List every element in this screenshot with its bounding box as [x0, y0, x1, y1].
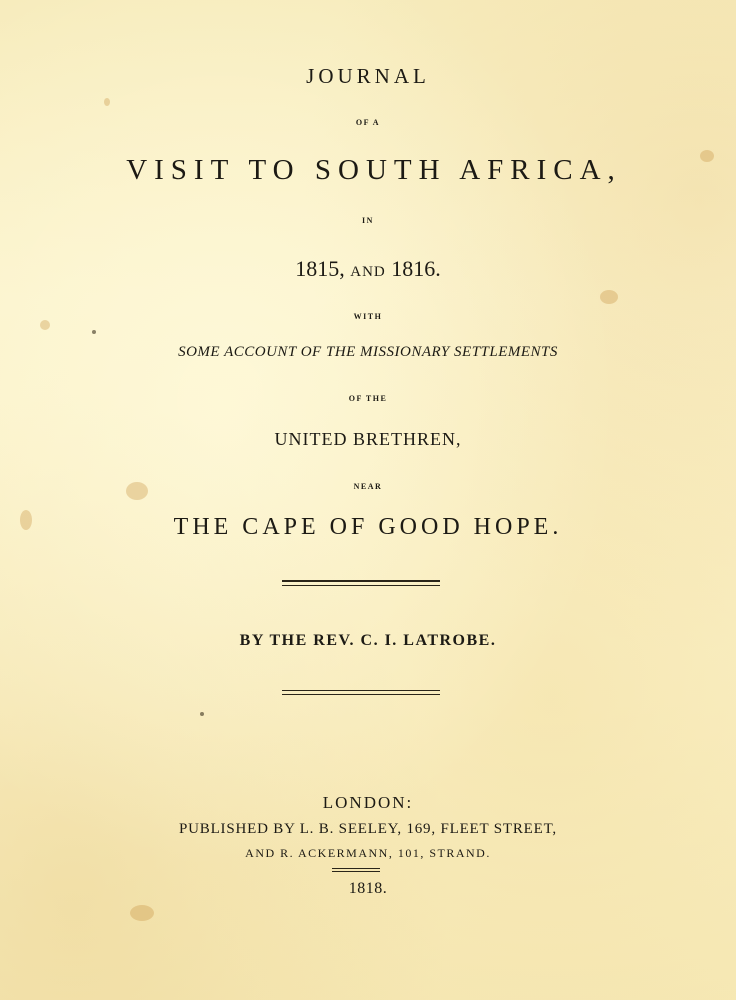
- and-connector: AND: [350, 264, 386, 280]
- imprint-publisher-line-1: PUBLISHED BY L. B. SEELEY, 169, FLEET STREET,: [179, 821, 557, 837]
- foxing-spot: [104, 98, 110, 106]
- double-rule-bottom-thin: [282, 694, 440, 695]
- double-rule-bottom: [282, 690, 440, 691]
- double-rule-top: [282, 580, 440, 582]
- main-title: VISIT TO SOUTH AFRICA,: [126, 154, 622, 186]
- foxing-spot: [92, 330, 96, 334]
- in-connector: IN: [362, 216, 374, 225]
- year-one: 1815,: [295, 256, 345, 281]
- with-connector: WITH: [353, 312, 383, 321]
- foxing-spot: [200, 712, 204, 716]
- imprint-rule-thin: [332, 871, 380, 872]
- years-line: [0, 256, 736, 282]
- imprint-rule: [332, 868, 380, 869]
- year-two: 1816.: [391, 256, 441, 281]
- journal-heading: JOURNAL: [306, 64, 430, 88]
- subtitle: SOME ACCOUNT OF THE MISSIONARY SETTLEMENTS: [178, 344, 558, 360]
- foxing-spot: [130, 905, 154, 921]
- double-rule-top-thin: [282, 585, 440, 586]
- imprint-city: LONDON:: [322, 793, 414, 812]
- imprint-publisher-line-2: AND R. ACKERMANN, 101, STRAND.: [245, 846, 491, 860]
- foxing-spot: [600, 290, 618, 304]
- foxing-spot: [40, 320, 50, 330]
- of-the-connector: OF THE: [348, 394, 388, 403]
- author-byline: BY THE REV. C. I. LATROBE.: [239, 632, 497, 649]
- imprint-year: 1818.: [348, 880, 388, 897]
- of-a-connector: OF A: [355, 118, 381, 127]
- cape-of-good-hope: THE CAPE OF GOOD HOPE.: [173, 514, 563, 540]
- near-connector: NEAR: [353, 482, 383, 491]
- united-brethren: UNITED BRETHREN,: [274, 429, 462, 449]
